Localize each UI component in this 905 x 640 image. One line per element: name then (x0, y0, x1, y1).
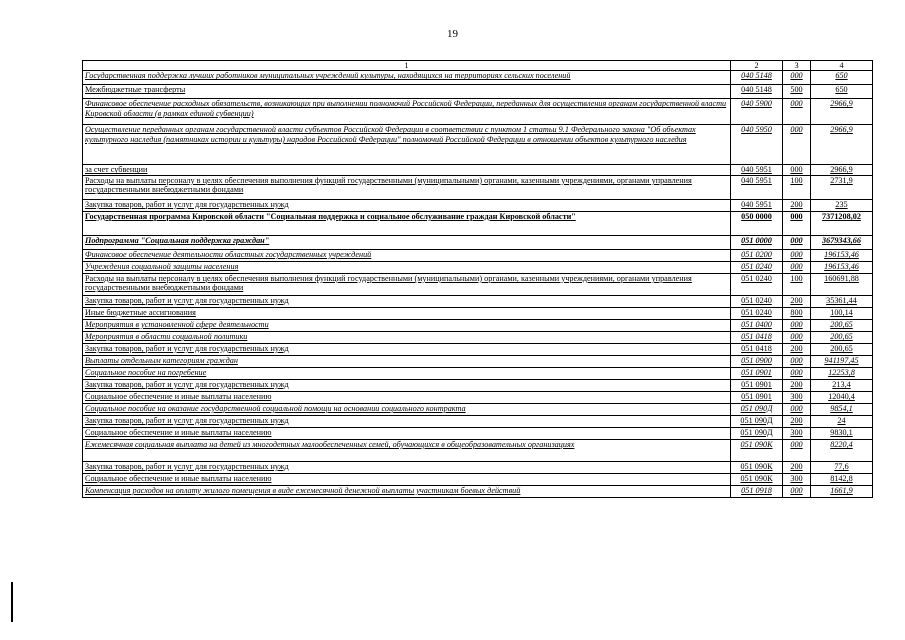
row-name: Закупка товаров, работ и услуг для государственных нужд (83, 415, 731, 427)
row-vr: 100 (783, 273, 811, 295)
row-name: Расходы на выплаты персоналу в целях обеспечения выполнения функций государственными (муниципальными) органами, казенными учреждениями, органами управления государственными внебюджетными фондами (83, 273, 731, 295)
table-row (83, 439, 873, 461)
row-code: 040 5950 (731, 125, 783, 165)
row-vr: 200 (783, 461, 811, 473)
table-row (83, 165, 873, 175)
table-row (83, 485, 873, 497)
row-vr: 000 (783, 211, 811, 235)
row-name: Закупка товаров, работ и услуг для государственных нужд (83, 295, 731, 307)
table-row (83, 307, 873, 319)
row-sum: 2731,9 (811, 175, 873, 199)
row-sum: 12253,8 (811, 367, 873, 379)
row-sum: 200,65 (811, 319, 873, 331)
row-code: 051 0901 (731, 367, 783, 379)
table-row (83, 367, 873, 379)
header-col-4: 4 (811, 61, 873, 71)
row-name: Социальное обеспечение и иные выплаты населению (83, 473, 731, 485)
row-name: Финансовое обеспечение деятельности областных государственных учреждений (83, 249, 731, 261)
table-row (83, 379, 873, 391)
row-name: Мероприятия в области социальной политики (83, 331, 731, 343)
row-code: 051 090К (731, 439, 783, 461)
row-vr: 300 (783, 427, 811, 439)
table-row (83, 99, 873, 125)
row-name: Закупка товаров, работ и услуг для государственных нужд (83, 461, 731, 473)
row-code: 051 090Д (731, 415, 783, 427)
row-code: 051 0200 (731, 249, 783, 261)
row-code: 051 090Д (731, 427, 783, 439)
row-sum: 8220,4 (811, 439, 873, 461)
row-name: Закупка товаров, работ и услуг для государственных нужд (83, 343, 731, 355)
row-code: 051 0918 (731, 485, 783, 497)
row-code: 051 0901 (731, 379, 783, 391)
row-code: 040 5951 (731, 175, 783, 199)
row-vr: 200 (783, 379, 811, 391)
row-vr: 200 (783, 295, 811, 307)
table-row (83, 331, 873, 343)
row-code: 051 0240 (731, 273, 783, 295)
row-sum: 9854,1 (811, 403, 873, 415)
row-sum: 2966,9 (811, 125, 873, 165)
row-vr: 000 (783, 331, 811, 343)
row-code: 051 0418 (731, 343, 783, 355)
row-name: за счет субвенции (83, 165, 731, 175)
row-vr: 100 (783, 175, 811, 199)
row-vr: 000 (783, 403, 811, 415)
row-name: Учреждения социальной защиты населения (83, 261, 731, 273)
row-sum: 213,4 (811, 379, 873, 391)
row-code: 050 0000 (731, 211, 783, 235)
row-vr: 200 (783, 199, 811, 211)
row-sum: 235 (811, 199, 873, 211)
row-name: Социальное пособие на погребение (83, 367, 731, 379)
row-name: Ежемесячная социальная выплата на детей из многодетных малообеспеченных семей, обучающихся в общеобразовательных организациях (83, 439, 731, 461)
row-name: Расходы на выплаты персоналу в целях обеспечения выполнения функций государственными (муниципальными) органами, казенными учреждениями, органами управления государственными внебюджетными фондами (83, 175, 731, 199)
row-code: 051 0900 (731, 355, 783, 367)
row-name: Социальное обеспечение и иные выплаты населению (83, 427, 731, 439)
row-name: Компенсация расходов на оплату жилого помещения в виде ежемесячной денежной выплаты участникам боевых действий (83, 485, 731, 497)
table-row (83, 235, 873, 249)
row-sum: 200,65 (811, 343, 873, 355)
table-row (83, 403, 873, 415)
row-sum: 650 (811, 85, 873, 99)
row-vr: 200 (783, 415, 811, 427)
row-vr: 000 (783, 235, 811, 249)
header-col-3: 3 (783, 61, 811, 71)
row-code: 040 5951 (731, 199, 783, 211)
row-vr: 000 (783, 319, 811, 331)
table-row (83, 199, 873, 211)
table-row (83, 85, 873, 99)
row-code: 051 0240 (731, 261, 783, 273)
row-vr: 000 (783, 261, 811, 273)
row-code: 051 0901 (731, 391, 783, 403)
row-name: Мероприятия в установленной сфере деятельности (83, 319, 731, 331)
table-row (83, 355, 873, 367)
row-sum: 100,14 (811, 307, 873, 319)
row-vr: 300 (783, 391, 811, 403)
row-code: 051 0240 (731, 307, 783, 319)
table-row (83, 249, 873, 261)
row-vr: 000 (783, 165, 811, 175)
row-sum: 1661,9 (811, 485, 873, 497)
row-sum: 9830,1 (811, 427, 873, 439)
row-name: Социальное пособие на оказание государственной социальной помощи на основании социального контракта (83, 403, 731, 415)
table-row (83, 261, 873, 273)
row-vr: 300 (783, 473, 811, 485)
row-sum: 196153,46 (811, 261, 873, 273)
row-code: 040 5148 (731, 71, 783, 85)
table-row (83, 343, 873, 355)
row-vr: 500 (783, 85, 811, 99)
row-sum: 650 (811, 71, 873, 85)
row-vr: 000 (783, 99, 811, 125)
row-vr: 000 (783, 367, 811, 379)
row-vr: 000 (783, 485, 811, 497)
row-name: Государственная поддержка лучших работников муниципальных учреждений культуры, находящихся на территориях сельских поселений (83, 71, 731, 85)
table-row (83, 273, 873, 295)
table-row (83, 415, 873, 427)
table-row (83, 319, 873, 331)
row-sum: 7371208,02 (811, 211, 873, 235)
row-sum: 200,65 (811, 331, 873, 343)
row-name: Подпрограмма "Социальная поддержка граждан" (83, 235, 731, 249)
row-code: 051 090К (731, 461, 783, 473)
row-code: 040 5951 (731, 165, 783, 175)
row-sum: 2966,9 (811, 165, 873, 175)
row-sum: 941197,45 (811, 355, 873, 367)
row-sum: 35361,44 (811, 295, 873, 307)
row-vr: 200 (783, 343, 811, 355)
row-code: 051 0400 (731, 319, 783, 331)
row-vr: 800 (783, 307, 811, 319)
row-vr: 000 (783, 355, 811, 367)
row-sum: 196153,46 (811, 249, 873, 261)
table-row (83, 125, 873, 165)
table-row (83, 211, 873, 235)
budget-table (82, 60, 873, 498)
table-row (83, 71, 873, 85)
table-row (83, 427, 873, 439)
row-vr: 000 (783, 71, 811, 85)
row-name: Закупка товаров, работ и услуг для государственных нужд (83, 199, 731, 211)
row-sum: 8142,8 (811, 473, 873, 485)
table-row (83, 175, 873, 199)
table-row (83, 461, 873, 473)
row-sum: 24 (811, 415, 873, 427)
row-name: Финансовое обеспечение расходных обязательств, возникающих при выполнении полномочий Российской Федерации, переданных для осуществления органам государственной власти Кировской области (в рамках единой субвенции) (83, 99, 731, 125)
row-name: Иные бюджетные ассигнования (83, 307, 731, 319)
row-name: Государственная программа Кировской области "Социальная поддержка и социальное обслуживание граждан Кировской области" (83, 211, 731, 235)
row-code: 051 0240 (731, 295, 783, 307)
header-col-1: 1 (83, 61, 731, 71)
row-code: 040 5148 (731, 85, 783, 99)
row-name: Социальное обеспечение и иные выплаты населению (83, 391, 731, 403)
row-code: 051 0418 (731, 331, 783, 343)
header-col-2: 2 (731, 61, 783, 71)
table-row (83, 473, 873, 485)
row-sum: 160691,88 (811, 273, 873, 295)
row-code: 040 5900 (731, 99, 783, 125)
row-sum: 2966,9 (811, 99, 873, 125)
row-sum: 12040,4 (811, 391, 873, 403)
row-code: 051 0000 (731, 235, 783, 249)
row-vr: 000 (783, 125, 811, 165)
row-name: Осуществление переданных органам государственной власти субъектов Российской Федерации в соответствии с пунктом 1 статьи 9.1 Федерального закона "Об объектах культурного наследия (памятниках истории и культуры) народов Российской Федерации" полномочий Российской Федерации в отношении объектов культурного наследия (83, 125, 731, 165)
row-name: Межбюджетные трансферты (83, 85, 731, 99)
row-name: Выплаты отдельным категориям граждан (83, 355, 731, 367)
table-header-row (83, 61, 873, 71)
table-row (83, 295, 873, 307)
table-row (83, 391, 873, 403)
row-code: 051 090Д (731, 403, 783, 415)
margin-mark (11, 582, 13, 622)
row-sum: 77,6 (811, 461, 873, 473)
row-name: Закупка товаров, работ и услуг для государственных нужд (83, 379, 731, 391)
row-vr: 000 (783, 439, 811, 461)
page-number: 19 (447, 28, 458, 40)
row-code: 051 090К (731, 473, 783, 485)
row-vr: 000 (783, 249, 811, 261)
row-sum: 3679343,66 (811, 235, 873, 249)
